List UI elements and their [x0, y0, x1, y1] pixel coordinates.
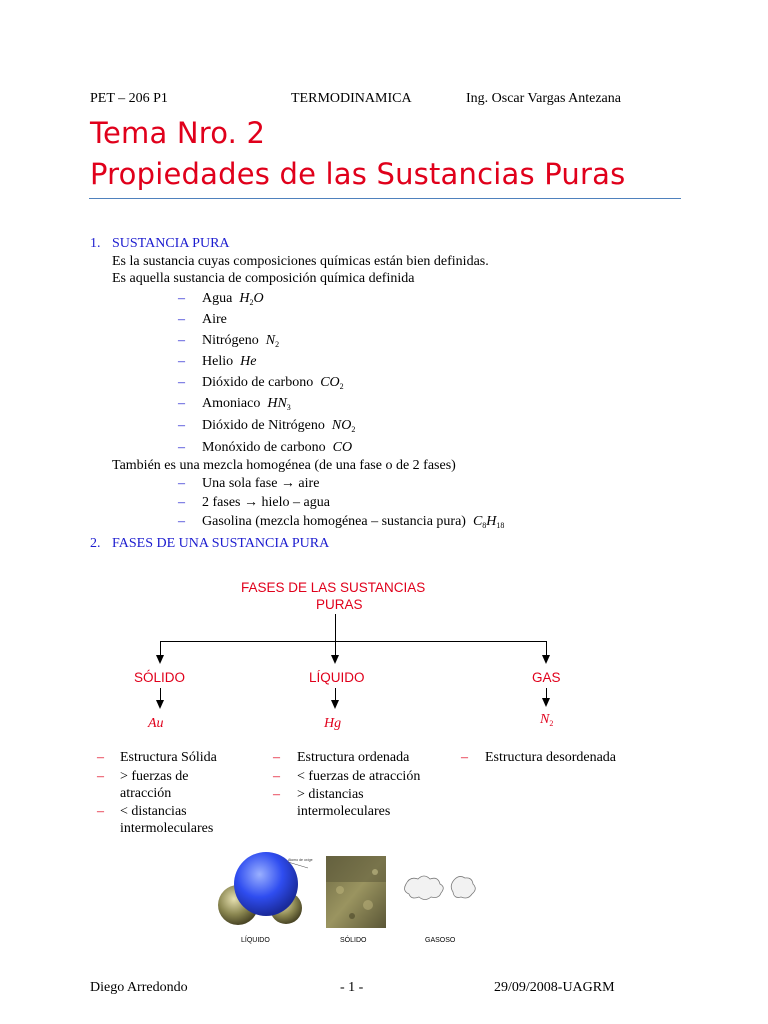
list-dash: –	[97, 804, 104, 819]
gas-example: $N_2$	[540, 712, 554, 728]
list-dash: –	[178, 396, 185, 411]
substance-name: Dióxido de Nitrógeno	[202, 418, 325, 433]
liquid-property-3-cont: intermoleculares	[297, 804, 391, 819]
substance-formula: $HN_3$	[267, 396, 291, 412]
arrow-down-icon	[542, 698, 550, 707]
arrow-down-icon	[156, 655, 164, 664]
page-title: Tema Nro. 2	[90, 116, 266, 150]
diagram-connector	[546, 688, 547, 698]
list-dash: –	[178, 476, 185, 491]
footer-date: 29/09/2008-UAGRM	[494, 980, 615, 995]
list-dash: –	[178, 312, 185, 327]
diagram-connector	[546, 641, 547, 655]
mixture-item-1: Una sola fase → aire	[202, 476, 320, 491]
footer-author: Diego Arredondo	[90, 980, 188, 995]
solid-property-2: > fuerzas de	[120, 769, 189, 784]
phase-liquid-label: LÍQUIDO	[309, 670, 365, 685]
arrow-down-icon	[331, 700, 339, 709]
gas-property-1: Estructura desordenada	[485, 750, 616, 765]
solid-cube-icon	[326, 856, 386, 928]
liquid-property-3: > distancias	[297, 787, 364, 802]
arrow-down-icon	[542, 655, 550, 664]
solid-property-1: Estructura Sólida	[120, 750, 217, 765]
list-dash: –	[461, 750, 468, 765]
substance-name: Monóxido de carbono	[202, 440, 326, 455]
diagram-connector	[335, 614, 336, 641]
substance-item	[202, 440, 352, 456]
section1-heading: 1. SUSTANCIA PURA	[90, 236, 230, 251]
diagram-root-line1: FASES DE LAS SUSTANCIAS	[241, 580, 426, 595]
section1-definition-2: Es aquella sustancia de composición química definida	[112, 271, 415, 286]
substance-item	[202, 375, 344, 391]
header-course: PET – 206 P1	[90, 91, 168, 106]
list-dash: –	[178, 291, 185, 306]
phases-illustration	[210, 850, 500, 935]
substance-item	[202, 291, 264, 307]
substance-formula: $NO_2$	[331, 418, 356, 434]
substance-name: Amoniaco	[202, 396, 261, 411]
mixture-item-3: Gasolina (mezcla homogénea – sustancia pura) $C_8H_{18}$	[202, 514, 505, 530]
section2-heading: 2. FASES DE UNA SUSTANCIA PURA	[90, 536, 330, 551]
page-subtitle: Propiedades de las Sustancias Puras	[90, 157, 626, 191]
diagram-connector	[335, 641, 336, 655]
diagram-connector	[160, 641, 161, 655]
substance-item	[202, 333, 279, 349]
substance-name: Aire	[202, 312, 227, 327]
phase-gas-label: GAS	[532, 670, 561, 685]
liquid-example: Hg	[324, 716, 342, 731]
list-dash: –	[178, 354, 185, 369]
section1-definition-1: Es la sustancia cuyas composiciones químicas están bien definidas.	[112, 254, 489, 269]
solid-example: Au	[148, 716, 164, 731]
list-dash: –	[273, 750, 280, 765]
mixture-item-2: 2 fases → hielo – agua	[202, 495, 330, 510]
substance-formula: He	[240, 354, 257, 369]
list-dash: –	[178, 418, 185, 433]
header-author: Ing. Oscar Vargas Antezana	[466, 91, 621, 106]
list-dash: –	[178, 495, 185, 510]
substance-item	[202, 312, 227, 328]
list-dash: –	[178, 333, 185, 348]
solid-property-3: < distancias	[120, 804, 187, 819]
solid-property-2-cont: atracción	[120, 786, 172, 801]
caption-solid: SÓLIDO	[340, 937, 367, 944]
page-number: - 1 -	[340, 980, 364, 995]
arrow-down-icon	[331, 655, 339, 664]
substance-item	[202, 418, 355, 434]
list-dash: –	[178, 514, 185, 529]
substance-name: Helio	[202, 354, 234, 369]
list-dash: –	[97, 769, 104, 784]
substance-formula: $H_2O$	[239, 291, 264, 307]
solid-property-3-cont: intermoleculares	[120, 821, 214, 836]
figure-tiny-label: Atomo de oxíge	[288, 858, 313, 862]
caption-gas: GASOSO	[425, 937, 456, 944]
diagram-connector	[335, 688, 336, 700]
water-molecule-icon	[218, 852, 308, 925]
diagram-branch-line	[160, 641, 547, 642]
substance-name: Dióxido de carbono	[202, 375, 314, 390]
list-dash: –	[97, 750, 104, 765]
substance-item	[202, 396, 291, 412]
list-dash: –	[273, 787, 280, 802]
gas-cloud-icon	[405, 876, 476, 900]
diagram-root-line2: PURAS	[316, 597, 363, 612]
substance-formula: CO	[332, 440, 353, 455]
header-subject: TERMODINAMICA	[291, 91, 412, 106]
list-dash: –	[178, 375, 185, 390]
substance-item	[202, 354, 256, 370]
mixture-intro: También es una mezcla homogénea (de una fase o de 2 fases)	[112, 458, 456, 473]
liquid-property-1: Estructura ordenada	[297, 750, 410, 765]
caption-liquid: LÍQUIDO	[241, 937, 270, 944]
list-dash: –	[273, 769, 280, 784]
title-divider	[89, 198, 681, 199]
substance-formula: $N_2$	[265, 333, 280, 349]
diagram-connector	[160, 688, 161, 700]
substance-name: Agua	[202, 291, 233, 306]
liquid-property-2: < fuerzas de atracción	[297, 769, 421, 784]
substance-name: Nitrógeno	[202, 333, 259, 348]
phase-solid-label: SÓLIDO	[134, 670, 186, 685]
arrow-down-icon	[156, 700, 164, 709]
list-dash: –	[178, 440, 185, 455]
substance-formula: $CO_2$	[320, 375, 344, 391]
